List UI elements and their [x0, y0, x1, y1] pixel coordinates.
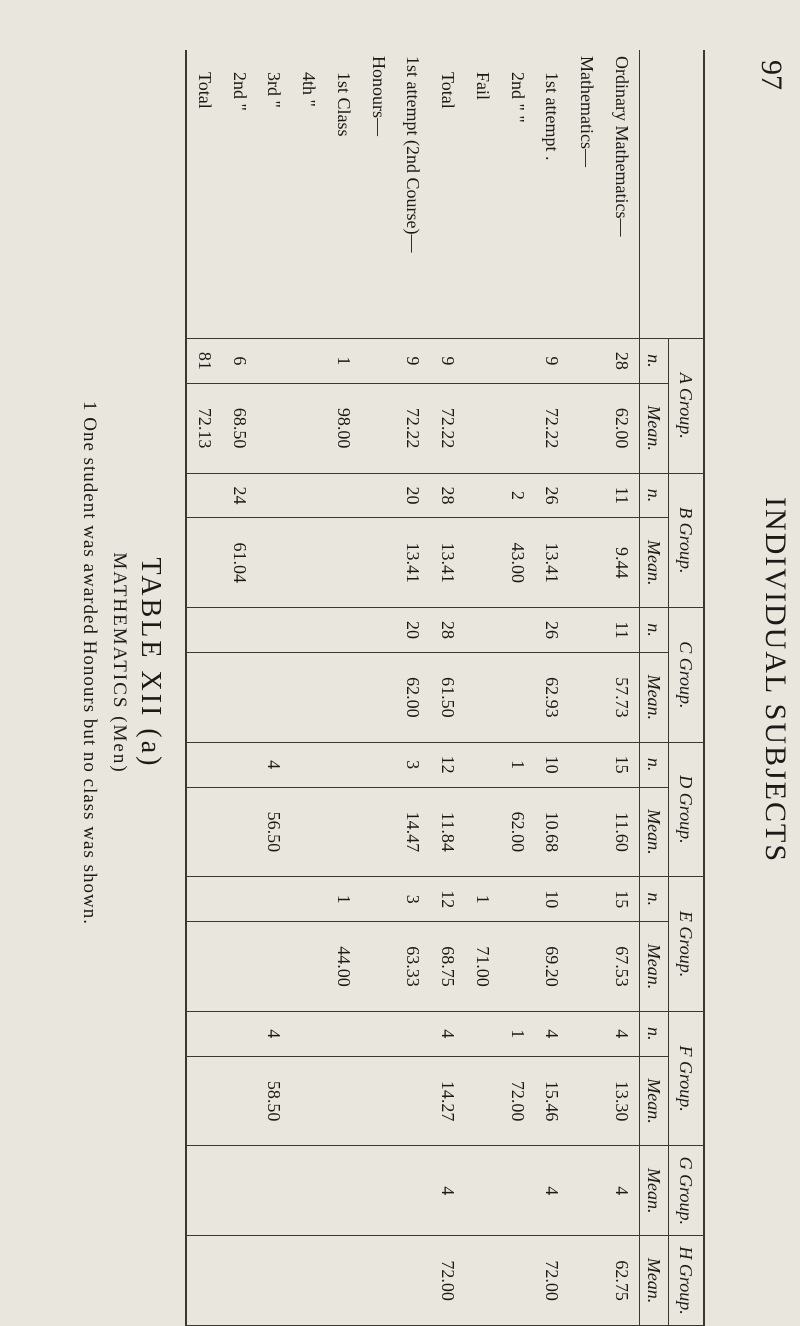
table-cell: 4 [257, 742, 292, 787]
table-cell: 26 [535, 473, 570, 518]
table-cell [326, 1056, 361, 1146]
table-cell [257, 383, 292, 473]
row-label: Total [186, 50, 222, 338]
row-label: 2nd " [222, 50, 257, 338]
group-header: E Group. [669, 877, 705, 1012]
table-cell [186, 608, 222, 653]
table-cell [186, 1056, 222, 1146]
table-cell [465, 1011, 500, 1056]
table-cell [257, 877, 292, 922]
table-cell: 11 [604, 608, 639, 653]
table-cell [257, 1236, 292, 1326]
corner-cell [640, 50, 705, 338]
table-cell [569, 1236, 604, 1326]
table-cell [186, 473, 222, 518]
table-cell [291, 1056, 326, 1146]
table-cell [465, 383, 500, 473]
table-row [500, 50, 535, 1326]
table-cell [222, 742, 257, 787]
table-cell [257, 473, 292, 518]
table-cell [222, 652, 257, 742]
table-row [569, 50, 604, 1326]
table-cell [396, 1011, 431, 1056]
table-cell: 72.00 [535, 1236, 570, 1326]
table-cell: 72.22 [396, 383, 431, 473]
table-cell: 20 [396, 473, 431, 518]
table-cell [291, 877, 326, 922]
table-cell: 28 [604, 338, 639, 383]
row-label: 4th " [291, 50, 326, 338]
table-cell [291, 922, 326, 1012]
table-cell: 1 [500, 742, 535, 787]
table-cell [569, 1146, 604, 1236]
table-cell [291, 383, 326, 473]
table-cell [569, 742, 604, 787]
table-cell [465, 652, 500, 742]
table-cell [186, 877, 222, 922]
table-cell [326, 787, 361, 877]
table-footnote: 1 One student was awarded Honours but no class was shown. [79, 400, 100, 925]
table-cell [569, 1011, 604, 1056]
table-cell: 68.75 [430, 922, 465, 1012]
row-label: Fail [465, 50, 500, 338]
table-cell [291, 742, 326, 787]
table-row [430, 50, 465, 1326]
table-cell [257, 652, 292, 742]
table-cell: 62.00 [604, 383, 639, 473]
table-cell [500, 922, 535, 1012]
table-cell: 20 [396, 608, 431, 653]
row-label: Ordinary Mathematics— [604, 50, 639, 338]
table-cell [396, 1146, 431, 1236]
table-cell [222, 1011, 257, 1056]
row-label: 1st Class [326, 50, 361, 338]
table-cell [465, 338, 500, 383]
table-cell [361, 1146, 396, 1236]
table-row [361, 50, 396, 1326]
table-cell [361, 922, 396, 1012]
table-cell [326, 608, 361, 653]
row-label: 1st attempt . [535, 50, 570, 338]
table-cell [186, 787, 222, 877]
table-cell: 4 [257, 1011, 292, 1056]
table-cell: 9 [535, 338, 570, 383]
table-cell: 4 [535, 1011, 570, 1056]
table-cell: 81 [186, 338, 222, 383]
count-header: n. [640, 1011, 669, 1056]
table-cell: 12 [430, 877, 465, 922]
table-cell: 10.68 [535, 787, 570, 877]
table-cell [291, 473, 326, 518]
table-cell: 15 [604, 742, 639, 787]
table-cell [326, 1011, 361, 1056]
table-cell [500, 877, 535, 922]
table-cell [257, 922, 292, 1012]
table-cell: 9 [396, 338, 431, 383]
table-cell: 72.00 [500, 1056, 535, 1146]
table-cell [222, 787, 257, 877]
table-cell: 9 [430, 338, 465, 383]
table-cell: 10 [535, 877, 570, 922]
table-cell: 28 [430, 473, 465, 518]
table-cell [465, 787, 500, 877]
table-cell [257, 1146, 292, 1236]
table-cell [361, 652, 396, 742]
count-header: n. [640, 473, 669, 518]
table-cell [291, 1011, 326, 1056]
row-label: 3rd " [257, 50, 292, 338]
table-cell [291, 787, 326, 877]
table-cell: 72.13 [186, 383, 222, 473]
table-cell [500, 383, 535, 473]
table-subtitle: MATHEMATICS (Men) [109, 552, 130, 774]
table-row [222, 50, 257, 1326]
table-cell [361, 877, 396, 922]
table-cell [569, 473, 604, 518]
row-label: Honours— [361, 50, 396, 338]
table-cell [222, 1236, 257, 1326]
table-cell [291, 1236, 326, 1326]
table-cell: 11.60 [604, 787, 639, 877]
table-cell [257, 608, 292, 653]
table-cell [361, 787, 396, 877]
table-cell: 9.44 [604, 518, 639, 608]
mean-header: Mean. [640, 922, 669, 1012]
table-cell [326, 518, 361, 608]
table-cell [186, 652, 222, 742]
table-cell [291, 652, 326, 742]
table-cell: 1 [465, 877, 500, 922]
table-cell [222, 1056, 257, 1146]
table-cell: 69.20 [535, 922, 570, 1012]
table-cell: 72.22 [535, 383, 570, 473]
table-cell: 1 [500, 1011, 535, 1056]
table-cell [186, 742, 222, 787]
table-cell [396, 1236, 431, 1326]
table-cell [569, 518, 604, 608]
table-row [604, 50, 639, 1326]
table-cell [361, 742, 396, 787]
table-cell [186, 1236, 222, 1326]
table-cell [257, 338, 292, 383]
mean-header: Mean. [640, 1236, 669, 1326]
table-cell [222, 922, 257, 1012]
table-row [291, 50, 326, 1326]
table-cell [326, 742, 361, 787]
table-row [396, 50, 431, 1326]
table-cell: 6 [222, 338, 257, 383]
row-label: 2nd " " [500, 50, 535, 338]
count-header: n. [640, 608, 669, 653]
table-cell [291, 1146, 326, 1236]
table-cell [326, 473, 361, 518]
table-cell: 12 [430, 742, 465, 787]
table-cell [569, 877, 604, 922]
table-cell: 4 [604, 1011, 639, 1056]
table-cell: 62.00 [500, 787, 535, 877]
mean-header: Mean. [640, 652, 669, 742]
table-cell: 26 [535, 608, 570, 653]
table-cell [465, 1146, 500, 1236]
table-cell [186, 1146, 222, 1236]
table-cell: 13.41 [396, 518, 431, 608]
table-cell [186, 1011, 222, 1056]
table-cell: 13.41 [430, 518, 465, 608]
table-cell [465, 608, 500, 653]
table-cell [396, 1056, 431, 1146]
results-table [185, 50, 705, 1326]
table-cell: 1 [326, 338, 361, 383]
table-cell: 67.53 [604, 922, 639, 1012]
table-cell: 72.22 [430, 383, 465, 473]
table-cell: 28 [430, 608, 465, 653]
table-cell: 14.47 [396, 787, 431, 877]
table-cell [222, 608, 257, 653]
mean-header: Mean. [640, 383, 669, 473]
table-cell [222, 877, 257, 922]
table-cell [569, 652, 604, 742]
table-cell: 71.00 [465, 922, 500, 1012]
table-cell: 62.93 [535, 652, 570, 742]
table-cell: 62.75 [604, 1236, 639, 1326]
group-header: H Group. [669, 1236, 705, 1326]
table-cell [465, 1236, 500, 1326]
table-cell [569, 608, 604, 653]
table-cell [361, 473, 396, 518]
table-cell: 43.00 [500, 518, 535, 608]
table-cell [291, 608, 326, 653]
table-cell: 44.00 [326, 922, 361, 1012]
mean-header: Mean. [640, 1146, 669, 1236]
table-cell [291, 338, 326, 383]
table-cell [186, 518, 222, 608]
group-header: G Group. [669, 1146, 705, 1236]
table-cell: 68.50 [222, 383, 257, 473]
table-cell [326, 1146, 361, 1236]
table-cell [361, 1056, 396, 1146]
table-cell: 15.46 [535, 1056, 570, 1146]
table-cell: 61.50 [430, 652, 465, 742]
table-row [257, 50, 292, 1326]
running-head [742, 60, 792, 1300]
table-cell: 11 [604, 473, 639, 518]
table-cell [361, 1236, 396, 1326]
table-row [186, 50, 222, 1326]
table-cell: 4 [430, 1146, 465, 1236]
table-cell [465, 742, 500, 787]
table-cell [569, 922, 604, 1012]
table-cell: 4 [535, 1146, 570, 1236]
table-cell [361, 338, 396, 383]
table-cell [465, 473, 500, 518]
table-cell [222, 1146, 257, 1236]
page-number: 97 [755, 60, 788, 90]
mean-header: Mean. [640, 1056, 669, 1146]
table-cell: 63.33 [396, 922, 431, 1012]
mean-header: Mean. [640, 787, 669, 877]
table-cell [361, 383, 396, 473]
table-cell [465, 518, 500, 608]
table-cell: 15 [604, 877, 639, 922]
table-title: TABLE XII (a) [135, 557, 166, 769]
table-row [465, 50, 500, 1326]
table-cell: 57.73 [604, 652, 639, 742]
table-cell [465, 1056, 500, 1146]
mean-header: Mean. [640, 518, 669, 608]
subject-heading: INDIVIDUAL SUBJECTS [759, 496, 792, 864]
table-cell: 13.30 [604, 1056, 639, 1146]
table-caption [78, 0, 166, 1326]
table-cell [500, 652, 535, 742]
table-cell [500, 1146, 535, 1236]
table-cell [326, 652, 361, 742]
table-cell [500, 338, 535, 383]
table-cell: 4 [430, 1011, 465, 1056]
table-cell: 58.50 [257, 1056, 292, 1146]
table-cell [569, 338, 604, 383]
table-cell [361, 608, 396, 653]
table-cell: 10 [535, 742, 570, 787]
table-cell: 61.04 [222, 518, 257, 608]
table-cell [569, 383, 604, 473]
row-label: 1st attempt (2nd Course)— [396, 50, 431, 338]
table-cell: 2 [500, 473, 535, 518]
table-cell: 1 [326, 877, 361, 922]
table-cell: 24 [222, 473, 257, 518]
table-cell [361, 518, 396, 608]
table-cell: 3 [396, 742, 431, 787]
table-cell [500, 1236, 535, 1326]
table-cell [257, 518, 292, 608]
table-cell [569, 787, 604, 877]
group-header: D Group. [669, 742, 705, 877]
table-cell [361, 1011, 396, 1056]
table-cell [291, 518, 326, 608]
count-header: n. [640, 742, 669, 787]
group-header: C Group. [669, 608, 705, 743]
group-header: F Group. [669, 1011, 705, 1146]
count-header: n. [640, 338, 669, 383]
table-cell: 3 [396, 877, 431, 922]
group-header: B Group. [669, 473, 705, 608]
table-cell [326, 1236, 361, 1326]
table-cell: 98.00 [326, 383, 361, 473]
count-header: n. [640, 877, 669, 922]
row-label: Mathematics— [569, 50, 604, 338]
table-row [535, 50, 570, 1326]
table-cell [500, 608, 535, 653]
table-cell: 72.00 [430, 1236, 465, 1326]
table-cell: 14.27 [430, 1056, 465, 1146]
table-cell: 11.84 [430, 787, 465, 877]
table-cell [186, 922, 222, 1012]
group-header: A Group. [669, 338, 705, 473]
table-cell: 56.50 [257, 787, 292, 877]
table-row [326, 50, 361, 1326]
table-cell: 4 [604, 1146, 639, 1236]
table-cell: 13.41 [535, 518, 570, 608]
table-cell [569, 1056, 604, 1146]
row-label: Total [430, 50, 465, 338]
table-cell: 62.00 [396, 652, 431, 742]
